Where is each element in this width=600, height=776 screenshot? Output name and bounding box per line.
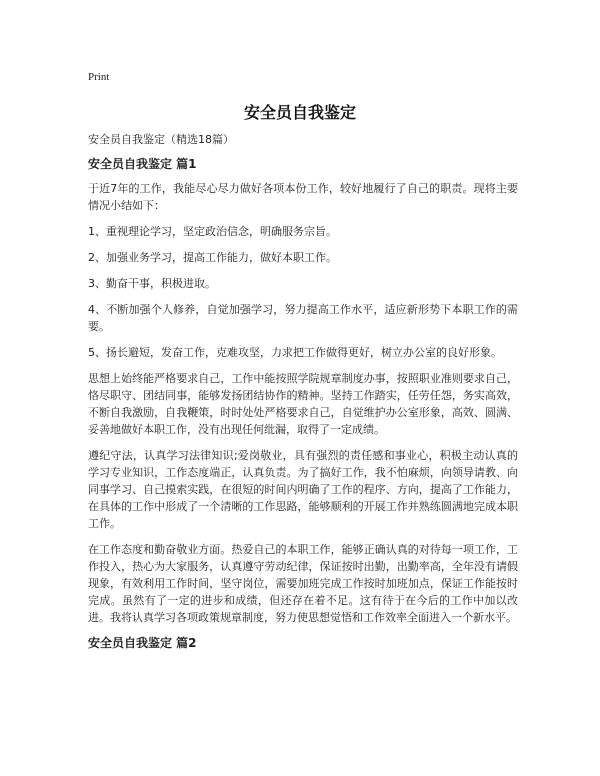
paragraph: 4、不断加强个人修养，自觉加强学习，努力提高工作水平，适应新形势下本职工作的需要。 — [88, 303, 518, 333]
print-label[interactable]: Print — [88, 71, 110, 83]
paragraph: 思想上始终能严格要求自己，工作中能按照学院规章制度办事，按照职业准则要求自己，恪尽职守、团结同事，能够发扬团结协作的精神。坚持工作踏实，任劳任怨，务实高效，不断自我激励，自我鞭策，时时处处严格要求自己，自觉维护办公室形象，高效、圆满、妥善地做好本职工作，没有出现任何纰漏，取得了一定成绩。 — [88, 372, 518, 436]
section-heading-1: 安全员自我鉴定 篇1 — [88, 157, 197, 171]
document-subtitle: 安全员自我鉴定（精选18篇） — [88, 133, 234, 146]
paragraph: 1、重视理论学习，坚定政治信念，明确服务宗旨。 — [88, 225, 337, 238]
page-title: 安全员自我鉴定 — [243, 103, 356, 122]
paragraph: 遵纪守法，认真学习法律知识;爱岗敬业，具有强烈的责任感和事业心，积极主动认真的学习专业知识，工作态度端正，认真负责。为了搞好工作，我不怕麻烦，向领导请教、向同事学习、自己摸索实践，在很短的时间内明确了工作的程序、方向，提高了工作能力，在具体的工作中形成了一个清晰的工作思路，能够顺利的开展工作并熟练圆满地完成本职工作。 — [88, 449, 518, 530]
paragraph: 在工作态度和勤奋敬业方面。热爱自己的本职工作，能够正确认真的对待每一项工作，工作投入，热心为大家服务，认真遵守劳动纪律，保证按时出勤，出勤率高，全年没有请假现象，有效利用工作时间，坚守岗位，需要加班完成工作按时加班加点，保证工作能按时完成。虽然有了一定的进步和成绩，但还存在着不足。这有待于在今后的工作中加以改进。我将认真学习各项政策规章制度，努力使思想觉悟和工作效率全面进入一个新水平。 — [88, 543, 518, 624]
paragraph: 于近7年的工作，我能尽心尽力做好各项本份工作，较好地履行了自己的职责。现将主要情况小结如下： — [88, 182, 518, 212]
paragraph: 2、加强业务学习，提高工作能力，做好本职工作。 — [88, 251, 337, 264]
paragraph: 3、勤奋干事，积极进取。 — [88, 277, 216, 290]
document-body — [88, 131, 518, 659]
section-heading-2: 安全员自我鉴定 篇2 — [88, 636, 197, 650]
paragraph: 5、扬长避短，发奋工作，克难攻坚，力求把工作做得更好，树立办公室的良好形象。 — [88, 346, 502, 359]
